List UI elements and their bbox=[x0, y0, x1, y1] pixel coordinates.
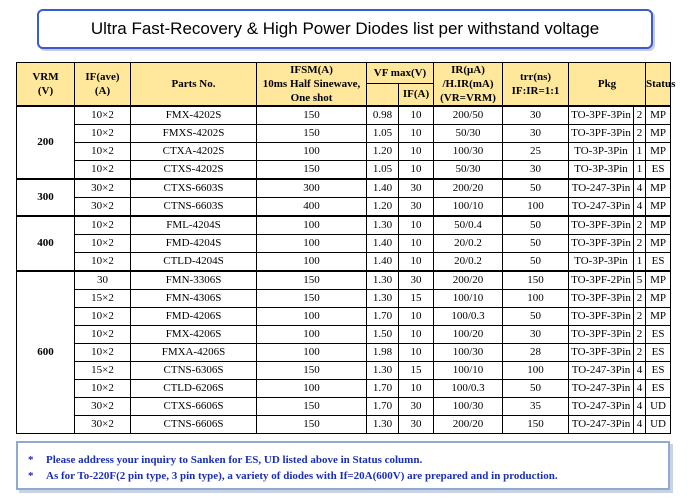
pin-type-cell: 4 bbox=[634, 398, 646, 416]
page-title-text: Ultra Fast-Recovery & High Power Diodes list per withstand voltage bbox=[90, 19, 600, 38]
pin-type-cell: 2 bbox=[634, 344, 646, 362]
table-row bbox=[17, 416, 671, 434]
vf-cell: 1.70 bbox=[367, 308, 399, 326]
vf-cell: 1.30 bbox=[367, 290, 399, 308]
trr-cell: 150 bbox=[503, 271, 569, 290]
if-ave-cell: 30 bbox=[75, 271, 131, 290]
vf-cell: 1.30 bbox=[367, 271, 399, 290]
ifsm-cell: 150 bbox=[257, 416, 367, 434]
if-ave-cell: 30×2 bbox=[75, 398, 131, 416]
footnote-box bbox=[16, 441, 670, 490]
pin-type-cell: 2 bbox=[634, 125, 646, 143]
pin-type-cell: 1 bbox=[634, 161, 646, 180]
pin-type-cell: 2 bbox=[634, 216, 646, 235]
trr-cell: 50 bbox=[503, 235, 569, 253]
part-number-cell: CTNS-6306S bbox=[131, 362, 257, 380]
pin-type-cell: 4 bbox=[634, 380, 646, 398]
ir-cell: 200/20 bbox=[434, 416, 503, 434]
pkg-cell: TO-3P-3Pin bbox=[569, 161, 634, 180]
vrm-cell: 300 bbox=[17, 179, 75, 216]
ifsm-cell: 100 bbox=[257, 216, 367, 235]
part-number-cell: CTXS-4202S bbox=[131, 161, 257, 180]
status-cell: MP bbox=[646, 308, 671, 326]
trr-cell: 150 bbox=[503, 416, 569, 434]
trr-cell: 50 bbox=[503, 380, 569, 398]
pin-type-cell: 2 bbox=[634, 235, 646, 253]
vf-if-cell: 30 bbox=[399, 198, 434, 217]
trr-cell: 100 bbox=[503, 198, 569, 217]
vf-if-cell: 10 bbox=[399, 253, 434, 272]
pkg-cell: TO-3PF-3Pin bbox=[569, 344, 634, 362]
part-number-cell: FMX-4206S bbox=[131, 326, 257, 344]
if-ave-cell: 10×2 bbox=[75, 326, 131, 344]
vf-cell: 1.70 bbox=[367, 380, 399, 398]
pin-type-cell: 2 bbox=[634, 106, 646, 125]
vf-if-cell: 15 bbox=[399, 290, 434, 308]
if-ave-cell: 10×2 bbox=[75, 106, 131, 125]
table-row bbox=[17, 125, 671, 143]
if-ave-cell: 15×2 bbox=[75, 362, 131, 380]
pkg-cell: TO-3P-3Pin bbox=[569, 143, 634, 161]
ir-cell: 50/30 bbox=[434, 161, 503, 180]
ir-cell: 100/10 bbox=[434, 198, 503, 217]
status-cell: ES bbox=[646, 362, 671, 380]
ifsm-cell: 150 bbox=[257, 271, 367, 290]
trr-cell: 30 bbox=[503, 161, 569, 180]
footnote-bullet: * bbox=[28, 470, 34, 482]
ifsm-cell: 400 bbox=[257, 198, 367, 217]
vf-if-cell: 10 bbox=[399, 106, 434, 125]
table-row bbox=[17, 344, 671, 362]
table-row bbox=[17, 161, 671, 180]
ifsm-cell: 150 bbox=[257, 290, 367, 308]
header-vrm: VRM (V) bbox=[17, 63, 75, 107]
pin-type-cell: 2 bbox=[634, 326, 646, 344]
vf-cell: 1.70 bbox=[367, 398, 399, 416]
vf-cell: 1.20 bbox=[367, 198, 399, 217]
header-ir: IR(μA) /H.IR(mA) (VR=VRM) bbox=[434, 63, 503, 107]
table-row bbox=[17, 362, 671, 380]
part-number-cell: FML-4204S bbox=[131, 216, 257, 235]
vrm-cell: 600 bbox=[17, 271, 75, 434]
pin-type-cell: 1 bbox=[634, 253, 646, 272]
pkg-cell: TO-3PF-2Pin bbox=[569, 271, 634, 290]
status-cell: MP bbox=[646, 290, 671, 308]
vf-cell: 1.30 bbox=[367, 416, 399, 434]
ir-cell: 200/20 bbox=[434, 179, 503, 198]
ir-cell: 100/30 bbox=[434, 143, 503, 161]
header-pkg: Pkg bbox=[569, 63, 646, 107]
ir-cell: 100/10 bbox=[434, 362, 503, 380]
status-cell: ES bbox=[646, 344, 671, 362]
vf-if-cell: 10 bbox=[399, 344, 434, 362]
pkg-cell: TO-3PF-3Pin bbox=[569, 326, 634, 344]
pkg-cell: TO-247-3Pin bbox=[569, 380, 634, 398]
table-row bbox=[17, 271, 671, 290]
pkg-cell: TO-3PF-3Pin bbox=[569, 290, 634, 308]
part-number-cell: FMD-4204S bbox=[131, 235, 257, 253]
footnote-text: As for To-220F(2 pin type, 3 pin type), a variety of diodes with If=20A(600V) are prepared and in production. bbox=[46, 470, 558, 482]
trr-cell: 100 bbox=[503, 290, 569, 308]
pkg-cell: TO-3PF-3Pin bbox=[569, 106, 634, 125]
part-number-cell: CTNS-6603S bbox=[131, 198, 257, 217]
trr-cell: 50 bbox=[503, 308, 569, 326]
if-ave-cell: 10×2 bbox=[75, 216, 131, 235]
vf-cell: 1.05 bbox=[367, 161, 399, 180]
status-cell: ES bbox=[646, 253, 671, 272]
vf-if-cell: 10 bbox=[399, 161, 434, 180]
if-ave-cell: 10×2 bbox=[75, 125, 131, 143]
vf-if-cell: 10 bbox=[399, 380, 434, 398]
vf-cell: 1.50 bbox=[367, 326, 399, 344]
ifsm-cell: 150 bbox=[257, 125, 367, 143]
table-row bbox=[17, 308, 671, 326]
table-body bbox=[17, 106, 671, 434]
header-vf-max: VF max(V) bbox=[367, 63, 434, 84]
status-cell: MP bbox=[646, 125, 671, 143]
vf-cell: 1.40 bbox=[367, 253, 399, 272]
if-ave-cell: 10×2 bbox=[75, 161, 131, 180]
trr-cell: 30 bbox=[503, 125, 569, 143]
vrm-cell: 200 bbox=[17, 106, 75, 179]
ir-cell: 100/0.3 bbox=[434, 308, 503, 326]
trr-cell: 100 bbox=[503, 362, 569, 380]
ifsm-cell: 100 bbox=[257, 235, 367, 253]
vf-if-cell: 10 bbox=[399, 143, 434, 161]
vf-cell: 1.20 bbox=[367, 143, 399, 161]
ir-cell: 200/20 bbox=[434, 271, 503, 290]
pkg-cell: TO-247-3Pin bbox=[569, 362, 634, 380]
ifsm-cell: 150 bbox=[257, 362, 367, 380]
vf-cell: 1.98 bbox=[367, 344, 399, 362]
if-ave-cell: 10×2 bbox=[75, 380, 131, 398]
status-cell: UD bbox=[646, 398, 671, 416]
trr-cell: 25 bbox=[503, 143, 569, 161]
ifsm-cell: 150 bbox=[257, 398, 367, 416]
status-cell: MP bbox=[646, 271, 671, 290]
trr-cell: 30 bbox=[503, 326, 569, 344]
pin-type-cell: 5 bbox=[634, 271, 646, 290]
pin-type-cell: 4 bbox=[634, 198, 646, 217]
ir-cell: 50/0.4 bbox=[434, 216, 503, 235]
part-number-cell: FMN-4306S bbox=[131, 290, 257, 308]
footnote-text: Please address your inquiry to Sanken for ES, UD listed above in Status column. bbox=[46, 454, 423, 466]
part-number-cell: CTLD-6206S bbox=[131, 380, 257, 398]
pin-type-cell: 2 bbox=[634, 290, 646, 308]
pkg-cell: TO-247-3Pin bbox=[569, 198, 634, 217]
table-row bbox=[17, 253, 671, 272]
ifsm-cell: 150 bbox=[257, 106, 367, 125]
vrm-cell: 400 bbox=[17, 216, 75, 271]
ifsm-cell: 100 bbox=[257, 380, 367, 398]
ir-cell: 100/30 bbox=[434, 398, 503, 416]
vf-cell: 1.40 bbox=[367, 235, 399, 253]
ir-cell: 20/0.2 bbox=[434, 253, 503, 272]
table-row bbox=[17, 326, 671, 344]
vf-if-cell: 15 bbox=[399, 362, 434, 380]
pin-type-cell: 1 bbox=[634, 143, 646, 161]
part-number-cell: FMN-3306S bbox=[131, 271, 257, 290]
ir-cell: 100/0.3 bbox=[434, 380, 503, 398]
table-row bbox=[17, 216, 671, 235]
pkg-cell: TO-247-3Pin bbox=[569, 398, 634, 416]
if-ave-cell: 10×2 bbox=[75, 235, 131, 253]
vf-cell: 0.98 bbox=[367, 106, 399, 125]
trr-cell: 50 bbox=[503, 253, 569, 272]
diode-table bbox=[16, 62, 676, 434]
ir-cell: 20/0.2 bbox=[434, 235, 503, 253]
part-number-cell: CTNS-6606S bbox=[131, 416, 257, 434]
trr-cell: 50 bbox=[503, 216, 569, 235]
vf-if-cell: 30 bbox=[399, 179, 434, 198]
trr-cell: 35 bbox=[503, 398, 569, 416]
part-number-cell: FMXS-4202S bbox=[131, 125, 257, 143]
pkg-cell: TO-247-3Pin bbox=[569, 416, 634, 434]
table-row bbox=[17, 179, 671, 198]
ifsm-cell: 150 bbox=[257, 161, 367, 180]
header-vf-blank bbox=[367, 84, 399, 106]
pkg-cell: TO-3PF-3Pin bbox=[569, 125, 634, 143]
if-ave-cell: 10×2 bbox=[75, 143, 131, 161]
pkg-cell: TO-3PF-3Pin bbox=[569, 235, 634, 253]
vf-if-cell: 30 bbox=[399, 271, 434, 290]
vf-if-cell: 30 bbox=[399, 398, 434, 416]
part-number-cell: CTXA-4202S bbox=[131, 143, 257, 161]
ir-cell: 100/20 bbox=[434, 326, 503, 344]
vf-cell: 1.30 bbox=[367, 362, 399, 380]
table-row bbox=[17, 290, 671, 308]
ifsm-cell: 100 bbox=[257, 143, 367, 161]
ifsm-cell: 100 bbox=[257, 253, 367, 272]
table-row bbox=[17, 380, 671, 398]
table-row bbox=[17, 235, 671, 253]
ifsm-cell: 100 bbox=[257, 326, 367, 344]
trr-cell: 50 bbox=[503, 179, 569, 198]
vf-if-cell: 30 bbox=[399, 416, 434, 434]
pkg-cell: TO-3PF-3Pin bbox=[569, 216, 634, 235]
ifsm-cell: 100 bbox=[257, 344, 367, 362]
part-number-cell: CTLD-4204S bbox=[131, 253, 257, 272]
pkg-cell: TO-3P-3Pin bbox=[569, 253, 634, 272]
pkg-cell: TO-3PF-3Pin bbox=[569, 308, 634, 326]
status-cell: MP bbox=[646, 143, 671, 161]
ir-cell: 200/50 bbox=[434, 106, 503, 125]
if-ave-cell: 30×2 bbox=[75, 198, 131, 217]
vf-cell: 1.30 bbox=[367, 216, 399, 235]
status-cell: UD bbox=[646, 416, 671, 434]
status-cell: MP bbox=[646, 198, 671, 217]
header-if-ave: IF(ave) (A) bbox=[75, 63, 131, 107]
pin-type-cell: 4 bbox=[634, 416, 646, 434]
if-ave-cell: 10×2 bbox=[75, 344, 131, 362]
status-cell: MP bbox=[646, 216, 671, 235]
table-row bbox=[17, 198, 671, 217]
pin-type-cell: 4 bbox=[634, 179, 646, 198]
ifsm-cell: 100 bbox=[257, 308, 367, 326]
ifsm-cell: 300 bbox=[257, 179, 367, 198]
if-ave-cell: 10×2 bbox=[75, 308, 131, 326]
status-cell: MP bbox=[646, 106, 671, 125]
part-number-cell: CTXS-6603S bbox=[131, 179, 257, 198]
ir-cell: 50/30 bbox=[434, 125, 503, 143]
pin-type-cell: 2 bbox=[634, 308, 646, 326]
vf-if-cell: 10 bbox=[399, 235, 434, 253]
if-ave-cell: 30×2 bbox=[75, 416, 131, 434]
if-ave-cell: 15×2 bbox=[75, 290, 131, 308]
table-row bbox=[17, 143, 671, 161]
status-cell: MP bbox=[646, 235, 671, 253]
vf-if-cell: 10 bbox=[399, 326, 434, 344]
part-number-cell: FMX-4202S bbox=[131, 106, 257, 125]
footnote-2 bbox=[28, 468, 668, 484]
if-ave-cell: 10×2 bbox=[75, 253, 131, 272]
table-row bbox=[17, 398, 671, 416]
part-number-cell: CTXS-6606S bbox=[131, 398, 257, 416]
header-trr: trr(ns) IF:IR=1:1 bbox=[503, 63, 569, 107]
footnote-bullet: * bbox=[28, 454, 34, 466]
vf-if-cell: 10 bbox=[399, 216, 434, 235]
footnote-1 bbox=[28, 452, 668, 468]
ir-cell: 100/30 bbox=[434, 344, 503, 362]
ir-cell: 100/10 bbox=[434, 290, 503, 308]
vf-cell: 1.40 bbox=[367, 179, 399, 198]
vf-cell: 1.05 bbox=[367, 125, 399, 143]
pin-type-cell: 4 bbox=[634, 362, 646, 380]
pkg-cell: TO-247-3Pin bbox=[569, 179, 634, 198]
trr-cell: 28 bbox=[503, 344, 569, 362]
table-row bbox=[17, 106, 671, 125]
vf-if-cell: 10 bbox=[399, 125, 434, 143]
if-ave-cell: 30×2 bbox=[75, 179, 131, 198]
status-cell: ES bbox=[646, 380, 671, 398]
page-title bbox=[37, 9, 653, 49]
header-ifsm: IFSM(A) 10ms Half Sinewave, One shot bbox=[257, 63, 367, 107]
status-cell: MP bbox=[646, 179, 671, 198]
header-parts-no: Parts No. bbox=[131, 63, 257, 107]
header-status: Status bbox=[646, 63, 671, 107]
header-vf-if: IF(A) bbox=[399, 84, 434, 106]
part-number-cell: FMD-4206S bbox=[131, 308, 257, 326]
vf-if-cell: 10 bbox=[399, 308, 434, 326]
table-header bbox=[17, 63, 676, 107]
status-cell: ES bbox=[646, 326, 671, 344]
part-number-cell: FMXA-4206S bbox=[131, 344, 257, 362]
trr-cell: 30 bbox=[503, 106, 569, 125]
status-cell: ES bbox=[646, 161, 671, 180]
